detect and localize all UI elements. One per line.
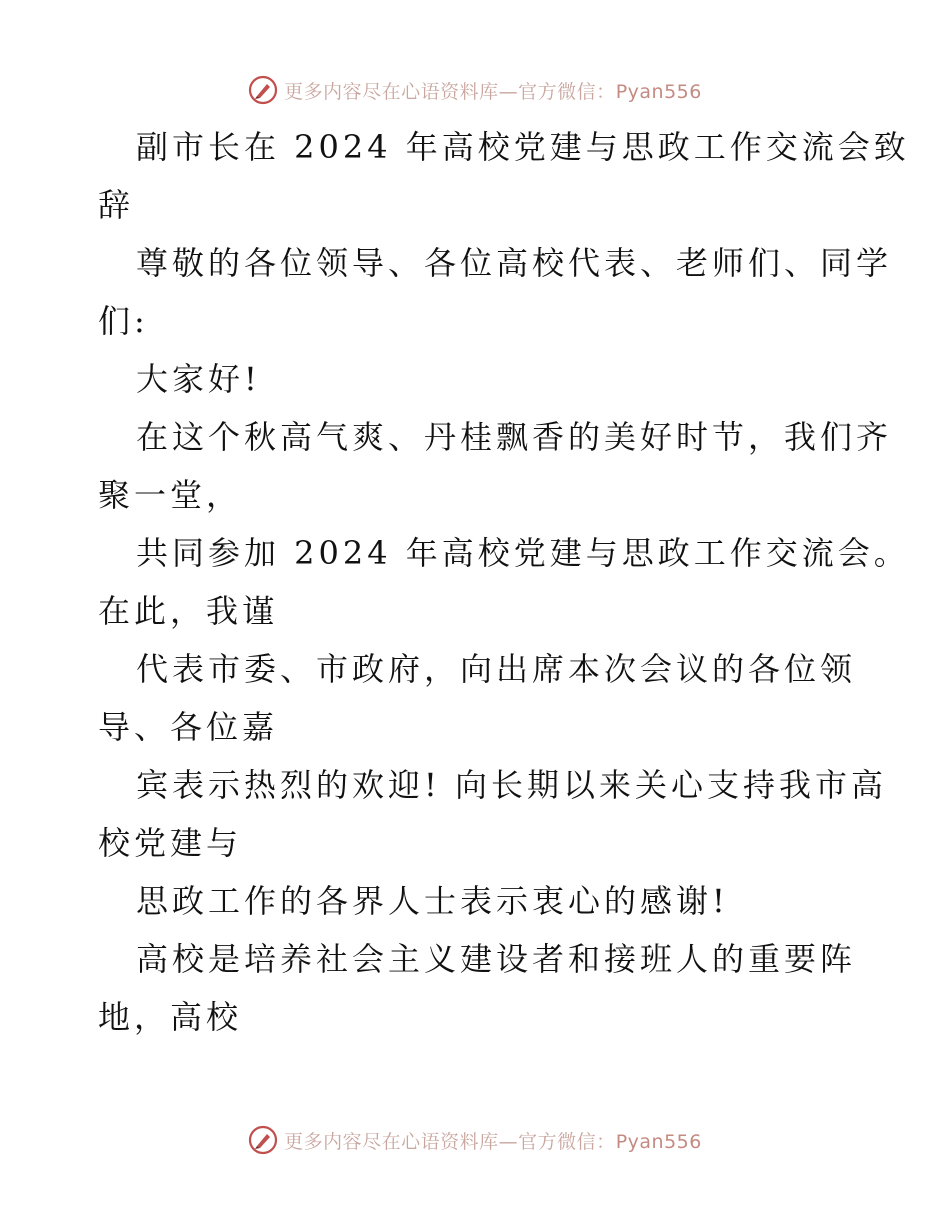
pen-nib-logo-icon [248, 1125, 278, 1155]
text-line: 代表市委、市政府，向出席本次会议的各位领 [136, 650, 857, 688]
text-line: 辞 [98, 186, 135, 224]
text-line: 地，高校 [98, 998, 243, 1036]
text-line: 在这个秋高气爽、丹桂飘香的美好时节，我们齐 [136, 418, 893, 456]
text-line: 们: [98, 302, 149, 340]
pen-nib-logo-icon [248, 75, 278, 105]
text-line: 大家好! [136, 360, 261, 398]
text-line: 尊敬的各位领导、各位高校代表、老师们、同学 [136, 244, 893, 282]
text-line: 导、各位嘉 [98, 708, 279, 746]
footer-watermark [0, 1122, 950, 1158]
text-line: 副市长在 2024 年高校党建与思政工作交流会致 [136, 128, 910, 166]
text-line: 聚一堂， [98, 476, 243, 514]
text-line: 高校是培养社会主义建设者和接班人的重要阵 [136, 940, 857, 978]
text-line: 思政工作的各界人士表示衷心的感谢! [136, 882, 729, 920]
header-watermark [0, 72, 950, 108]
watermark-text: 更多内容尽在心语资料库—官方微信：Pyan556 [284, 1130, 702, 1153]
document-body [98, 118, 910, 1046]
text-line: 共同参加 2024 年高校党建与思政工作交流会。 [136, 534, 910, 572]
text-line: 校党建与 [98, 824, 243, 862]
watermark-text: 更多内容尽在心语资料库—官方微信：Pyan556 [284, 80, 702, 103]
text-line: 在此，我谨 [98, 592, 279, 630]
text-line: 宾表示热烈的欢迎! 向长期以来关心支持我市高 [136, 766, 888, 804]
